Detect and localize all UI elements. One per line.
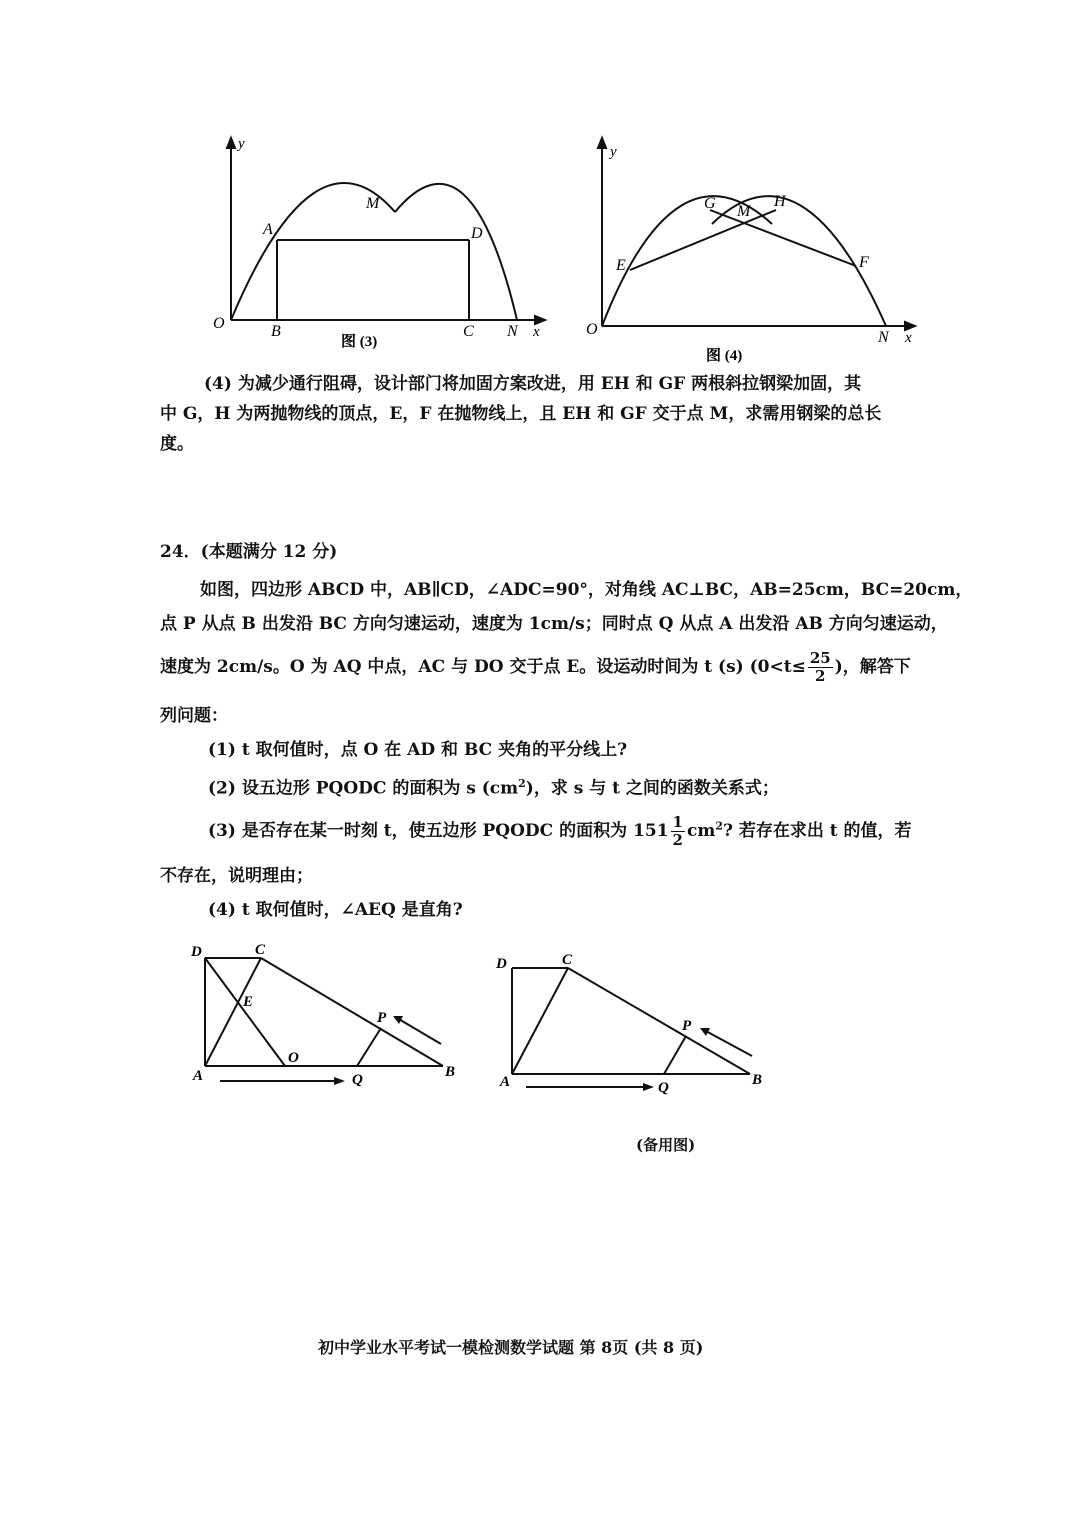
label-o: O xyxy=(288,1050,299,1066)
fraction-numerator: 1 xyxy=(672,813,683,831)
label-o: O xyxy=(213,315,225,332)
label-b: B xyxy=(752,1072,763,1088)
label-c: C xyxy=(463,323,474,340)
figure-6-backup-trapezoid xyxy=(490,950,780,1100)
label-p: P xyxy=(682,1018,692,1034)
label-g: G xyxy=(704,195,716,212)
q24-para2: 点 P 从点 B 出发沿 BC 方向匀速运动，速度为 1cm/s；同时点 Q 从点 A 出发沿 AB 方向匀速运动， xyxy=(160,614,948,634)
x-axis-arrow-icon xyxy=(535,316,545,324)
segment-pq xyxy=(664,1036,686,1074)
arrow-right-icon xyxy=(334,1077,345,1085)
label-y: y xyxy=(238,136,245,152)
figure-4-parabola-bridge xyxy=(580,130,920,370)
q24-item1: (1) t 取何值时，点 O 在 AD 和 BC 夹角的平分线上? xyxy=(208,740,628,760)
fraction-numerator: 25 xyxy=(809,649,831,667)
y-axis-arrow-icon xyxy=(598,138,606,148)
label-h: H xyxy=(774,193,786,210)
arrow-right-icon xyxy=(643,1083,654,1091)
label-c: C xyxy=(562,952,573,968)
label-a: A xyxy=(193,1068,204,1084)
figure-3-parabola-bridge xyxy=(205,130,565,360)
segment-pq xyxy=(357,1028,381,1066)
label-e: E xyxy=(616,257,626,274)
segment-do xyxy=(205,958,285,1066)
label-d: D xyxy=(191,944,202,960)
superscript: 2 xyxy=(715,819,723,833)
label-n: N xyxy=(507,323,518,340)
q24-para3-text-b: )，解答下 xyxy=(834,657,911,677)
q24-item2-text-a: (2) 设五边形 PQODC 的面积为 s (cm xyxy=(208,778,519,799)
q24-item3-text-b: cm xyxy=(686,821,716,841)
segment-eh xyxy=(630,210,776,270)
label-e: E xyxy=(243,994,254,1010)
q23-part4-line3: 度。 xyxy=(160,434,194,454)
label-o: O xyxy=(586,321,598,338)
label-f: F xyxy=(859,254,869,271)
arrow-bp-line xyxy=(397,1018,441,1044)
label-a: A xyxy=(500,1074,511,1090)
label-x: x xyxy=(905,330,912,346)
q24-para4: 列问题： xyxy=(160,706,228,726)
label-a: A xyxy=(263,221,273,238)
label-m: M xyxy=(737,203,751,220)
right-parabola xyxy=(395,184,517,320)
q24-para1: 如图，四边形 ABCD 中，AB∥CD，∠ADC=90°，对角线 AC⊥BC，AB=25cm，BC=20cm， xyxy=(200,580,973,600)
q24-item3-line2: 不存在，说明理由； xyxy=(160,866,313,886)
label-d: D xyxy=(496,956,507,972)
q24-item3-text-c: ? 若存在求出 t 的值，若 xyxy=(722,821,912,841)
label-q: Q xyxy=(352,1072,363,1088)
q24-heading: 24．(本题满分 12 分) xyxy=(160,542,338,562)
label-b: B xyxy=(445,1064,456,1080)
figure-6-caption: (备用图) xyxy=(636,1136,696,1154)
q24-item3-text-a: (3) 是否存在某一时刻 t，使五边形 PQODC 的面积为 151 xyxy=(208,821,669,841)
q24-fraction-1-2 xyxy=(671,814,685,849)
q24-fraction-25-2 xyxy=(808,650,833,685)
y-axis-arrow-icon xyxy=(227,138,235,148)
segment-gf xyxy=(710,210,856,266)
figure-5-trapezoid xyxy=(185,940,475,1090)
label-d: D xyxy=(471,225,483,242)
q23-part4-line2: 中 G，H 为两抛物线的顶点，E，F 在抛物线上，且 EH 和 GF 交于点 M，求需用钢梁的总长 xyxy=(160,404,882,424)
label-b: B xyxy=(271,323,281,340)
label-q: Q xyxy=(658,1080,669,1096)
q23-part4-line1: (4) 为减少通行阻碍，设计部门将加固方案改进，用 EH 和 GF 两根斜拉钢梁加固，其 xyxy=(204,374,862,394)
q24-item2-text-b: )，求 s 与 t 之间的函数关系式； xyxy=(525,778,779,799)
fraction-denominator: 2 xyxy=(672,831,683,849)
label-m: M xyxy=(366,195,380,212)
x-axis-arrow-icon xyxy=(905,322,915,330)
label-n: N xyxy=(878,329,889,346)
figure-4-caption: 图 (4) xyxy=(706,348,743,364)
fraction-denominator: 2 xyxy=(815,667,826,685)
segment-cb xyxy=(568,968,750,1074)
label-c: C xyxy=(255,942,266,958)
q24-para3-text-a: 速度为 2cm/s。O 为 AQ 中点，AC 与 DO 交于点 E。设运动时间为 t (s) (0<t≤ xyxy=(160,657,806,677)
q24-item3 xyxy=(208,814,912,849)
diagonal-ac xyxy=(512,968,568,1074)
q24-para3 xyxy=(160,650,911,685)
q24-item4: (4) t 取何值时，∠AEQ 是直角? xyxy=(208,900,463,920)
label-p: P xyxy=(377,1010,387,1026)
figure-3-caption: 图 (3) xyxy=(341,334,378,350)
page-footer: 初中学业水平考试一模检测数学试题 第 8页 (共 8 页) xyxy=(318,1338,704,1357)
diagonal-ac xyxy=(205,958,261,1066)
label-y: y xyxy=(610,144,617,160)
superscript: 2 xyxy=(518,777,526,790)
label-x: x xyxy=(533,324,540,340)
q24-item2 xyxy=(208,772,779,801)
